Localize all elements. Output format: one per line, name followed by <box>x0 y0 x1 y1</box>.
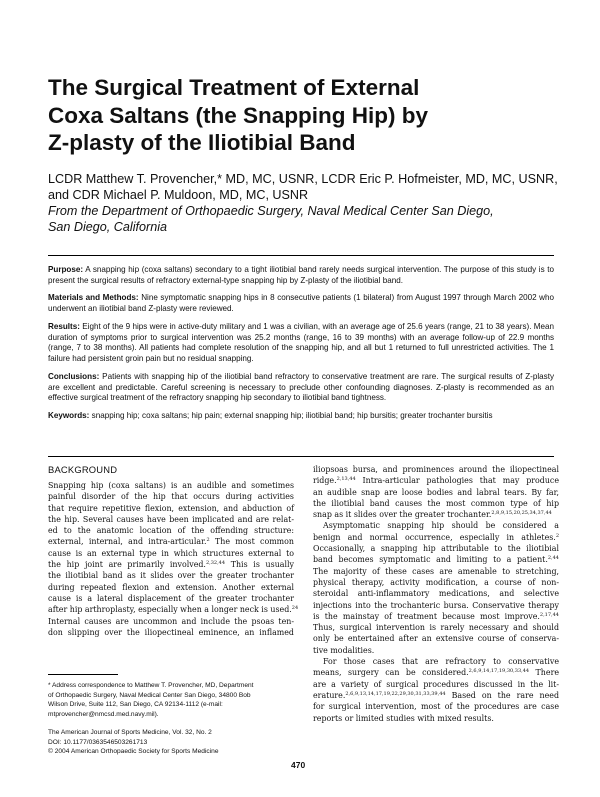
citation-superscript: 2,17,44 <box>539 611 559 618</box>
article-title <box>48 74 568 157</box>
body-text: are a variety of surgical procedures discussed in the lit- <box>313 679 559 689</box>
body-text-line <box>313 713 559 724</box>
correspondence-footnote <box>48 681 294 719</box>
abstract-text: A snapping hip (coxa saltans) secondary to a tight iliotibial band rarely needs surgical intervention. The purpose of this study is to present the surgical results of refractory external-type snapping hip by Z-plasty of the iliotibial band. <box>48 265 554 285</box>
body-text: Internal causes are uncommon and include the psoas ten- <box>48 616 294 626</box>
abstract-text: snapping hip; coxa saltans; hip pain; external snapping hip; iliotibial band; hip bursitis; greater trochanter bursitis <box>91 410 493 420</box>
citation-superscript: 2,13,44 <box>336 476 356 483</box>
footnote-line: * Address correspondence to Matthew T. Provencher, MD, Department <box>48 682 254 689</box>
affiliation-line: San Diego, California <box>48 219 168 234</box>
body-text: There <box>529 668 560 678</box>
citation-superscript: 2,6,9,14,17,19,30,33,44 <box>468 668 530 675</box>
body-text: snap as it slides over the greater trochanter. <box>313 510 492 520</box>
citation-superscript: 24 <box>291 605 299 612</box>
body-text-line <box>48 604 299 615</box>
footnote-line: mtprovencher@nmcsd.med.navy.mil). <box>48 710 159 718</box>
body-text-line <box>313 520 559 531</box>
body-text-line <box>313 577 559 588</box>
body-text: the hip joint are primarily involved. <box>48 560 206 570</box>
body-text-line <box>313 645 559 656</box>
body-text: benign and normal occurrence, especially in athletes. <box>313 532 556 542</box>
body-text-line <box>313 475 559 486</box>
body-text-line <box>313 667 559 678</box>
body-text-line <box>313 532 559 543</box>
body-text: for surgical intervention, most of the procedures are case <box>313 702 559 712</box>
title-line: Z-plasty of the Iliotibial Band <box>48 130 356 155</box>
abstract-results <box>48 322 554 365</box>
body-text-line <box>48 570 294 581</box>
body-text: tive modalities. <box>313 645 375 655</box>
footnote-line: Wilson Drive, Suite 112, San Diego, CA 92134-1112 (e-mail: <box>48 701 223 709</box>
page-number: 470 <box>291 760 306 770</box>
body-text: after hip arthroplasty, especially when a longer neck is used. <box>48 605 292 615</box>
body-text: the hip. Several causes have been implicated and are relat- <box>48 514 294 524</box>
citation-superscript: 2,8,9,15,20,25,34,37,44 <box>491 510 552 517</box>
body-text-line <box>313 509 559 520</box>
body-text-line <box>48 593 294 604</box>
body-text-line <box>313 554 559 565</box>
journal-line: The American Journal of Sports Medicine, Vol. 32, No. 2 <box>48 729 212 736</box>
abstract-label: Purpose: <box>48 265 84 274</box>
body-text: the iliotibial band as it slides over the greater trochanter <box>48 571 294 581</box>
body-text: painful disorder of the hip that occurs during activities <box>48 492 294 502</box>
body-text: erature. <box>313 690 346 700</box>
body-text-line <box>313 464 559 475</box>
body-text-line <box>48 616 294 627</box>
abstract-conclusions <box>48 372 554 404</box>
body-text-line <box>48 582 294 593</box>
affiliation <box>48 204 568 235</box>
body-text-line <box>313 633 559 644</box>
body-text-line <box>313 487 559 498</box>
body-text: cause is an external type in which structures external to <box>48 548 294 558</box>
body-text-line <box>48 514 294 525</box>
body-text-line <box>313 679 559 690</box>
journal-line: DOI: 10.1177/0363546503261713 <box>48 738 148 746</box>
body-text-line <box>313 566 559 577</box>
abstract-text: Patients with snapping hip of the iliotibial band refractory to conservative treatment are rare. The surgical results of Z-plasty are excellent and predictable. Careful screening is necessary to preclude other confounding diagnoses. Z-plasty is recommended as an effective surgical treatment of the refractory snapping hip secondary to iliotibial band tightness. <box>48 371 555 403</box>
body-text-line <box>313 622 559 633</box>
abstract-label: Results: <box>48 321 80 331</box>
body-text-line <box>48 480 294 491</box>
abstract-keywords <box>48 411 554 422</box>
abstract-purpose <box>48 265 554 287</box>
citation-superscript: 2 <box>206 537 210 544</box>
abstract-label: Conclusions: <box>48 371 100 381</box>
abstract-label: Keywords: <box>48 410 90 420</box>
title-line: Coxa Saltans (the Snapping Hip) by <box>48 102 429 128</box>
body-text: The majority of these cases are amenable to stretching, <box>313 566 559 576</box>
author-list <box>48 172 568 203</box>
body-text: that require repetitive flexion, extension, and abduction of <box>48 503 294 513</box>
body-text: during repeated flexion and extension. Another external <box>48 582 294 592</box>
body-text: reports or limited studies with mixed results. <box>313 713 494 723</box>
body-text-line <box>48 536 294 547</box>
affiliation-line: From the Department of Orthopaedic Surgery, Naval Medical Center San Diego, <box>48 204 494 218</box>
body-text: is the mainstay of treatment because most improve. <box>313 611 540 621</box>
footnote-line: of Orthopaedic Surgery, Naval Medical Center San Diego, 34800 Bob <box>48 691 251 699</box>
body-text: an audible snap are loose bodies and labral tears. By far, <box>313 487 559 497</box>
citation-superscript: 2,6,9,13,14,17,19,22,29,30,31,33,39,44 <box>345 690 446 697</box>
abstract-label: Materials and Methods: <box>48 293 139 303</box>
body-text: Snapping hip (coxa saltans) is an audible and sometimes <box>48 481 294 490</box>
body-text: For those cases that are refractory to conservative <box>323 657 559 667</box>
body-text: Thus, surgical intervention is rarely necessary and should <box>313 623 559 633</box>
body-text: Based on the rare need <box>445 690 559 700</box>
abstract-text: Eight of the 9 hips were in active-duty military and 1 was a civilian, with an average age of 25.6 years (range, 21 to 38 years). Mean duration of symptoms prior to surgical intervention was 25.2 months (range, 16 to 39 months) with an average follow-up of 22.9 months (range, 7 to 38 months). All patients had complete resolution of the snapping hip, and all but 1 returned to full unrestricted activities. The 1 failure had persistent groin pain but no residual snapping. <box>48 321 554 364</box>
body-text: band becomes symptomatic and limiting to a patient. <box>313 555 548 565</box>
body-text: don slipping over the iliopectineal eminence, an inflamed <box>48 627 294 637</box>
body-text-line <box>48 491 294 502</box>
body-text: ridge. <box>313 476 337 486</box>
body-text: means, surgery can be considered. <box>313 668 469 678</box>
body-text: physical therapy, activity modification, a course of non- <box>313 577 559 587</box>
body-text-line <box>48 525 294 536</box>
body-text: steroidal anti-inflammatory medications, and selective <box>313 589 559 599</box>
body-text-line <box>313 588 559 599</box>
body-text-line <box>313 656 559 667</box>
body-left-column <box>48 464 299 638</box>
journal-line: © 2004 American Orthopaedic Society for Sports Medicine <box>48 748 219 756</box>
body-text: external, internal, and intra-articular. <box>48 537 207 547</box>
body-text-line <box>313 498 559 509</box>
body-text-line <box>48 559 294 570</box>
body-text-line <box>313 611 559 622</box>
body-text-line <box>48 627 294 638</box>
body-text: cause is a lateral displacement of the greater trochanter <box>48 593 294 603</box>
author-line: and CDR Michael P. Muldoon, MD, MC, USNR <box>48 187 309 202</box>
abstract-text: Nine symptomatic snapping hips in 8 consecutive patients (1 bilateral) from August 1997 through March 2002 who underwent an iliotibial band Z-plasty were reviewed. <box>48 293 554 314</box>
body-text: Asymptomatic snapping hip should be considered a <box>323 521 559 531</box>
body-text-line <box>313 701 559 712</box>
title-line: The Surgical Treatment of External <box>48 75 420 100</box>
body-text-line <box>313 543 559 554</box>
abstract-box <box>48 255 554 457</box>
body-text: ed to the anatomic location of the offending structure: <box>48 526 294 536</box>
body-right-column <box>313 464 559 724</box>
author-line: LCDR Matthew T. Provencher,* MD, MC, USNR, LCDR Eric P. Hofmeister, MD, MC, USNR, <box>48 172 558 186</box>
body-text-line <box>313 600 559 611</box>
body-text: The most common <box>209 537 294 547</box>
body-text: Intra-articular pathologies that may produce <box>355 476 559 486</box>
body-text: injections into the trochanteric bursa. Conservative therapy <box>313 600 559 610</box>
footnote-rule <box>48 674 118 675</box>
citation-superscript: 2,32,44 <box>205 560 226 567</box>
body-text-line <box>48 548 294 559</box>
body-text: This is usually <box>225 560 294 570</box>
body-text: Occasionally, a snapping hip attributable to the iliotibial <box>313 544 559 554</box>
body-text-line <box>313 690 559 701</box>
journal-info <box>48 728 298 757</box>
body-text: only be entertained after an extensive course of conserva- <box>313 634 559 644</box>
abstract-methods <box>48 293 554 315</box>
body-text: iliopsoas bursa, and prominences around the iliopectineal <box>313 465 559 474</box>
citation-superscript: 2 <box>555 532 559 539</box>
citation-superscript: 2,44 <box>547 555 559 562</box>
section-heading-background: BACKGROUND <box>48 464 118 475</box>
body-text-line <box>48 503 294 514</box>
body-text: the iliotibial band causes the most common type of hip <box>313 498 559 508</box>
